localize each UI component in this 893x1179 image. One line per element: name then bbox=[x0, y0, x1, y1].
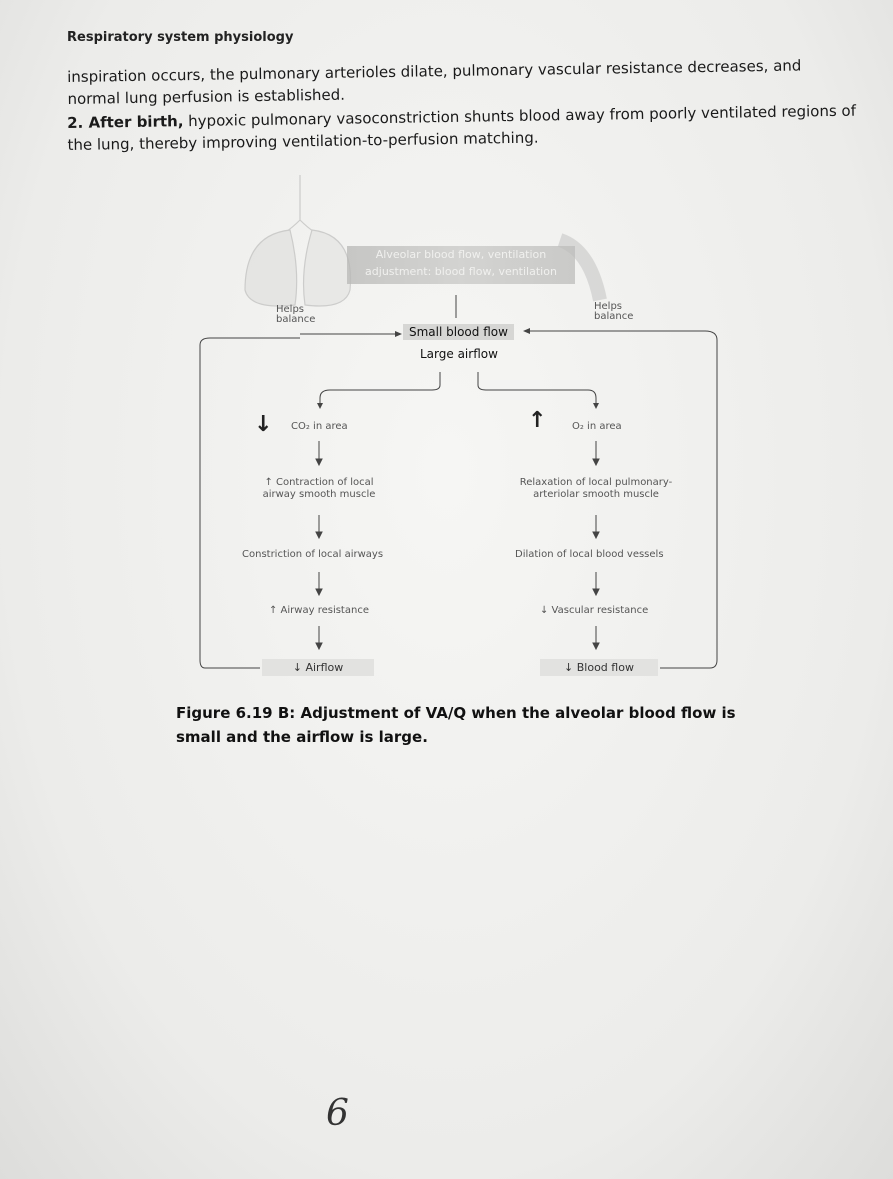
left-step-contraction: ↑ Contraction of local airway smooth muscle bbox=[262, 477, 376, 500]
split-left-arrowhead bbox=[317, 403, 323, 409]
banner-line-2: adjustment: blood flow, ventilation bbox=[365, 265, 557, 278]
right-step-dilation: Dilation of local blood vessels bbox=[515, 549, 664, 560]
left-helps-balance: Helps balance bbox=[276, 304, 316, 325]
left-step-constriction: Constriction of local airways bbox=[242, 549, 384, 560]
co2-in-area: CO₂ in area bbox=[291, 421, 348, 432]
down-arrow-icon: ↓ bbox=[254, 412, 273, 437]
right-step-vascular-resistance: ↓ Vascular resistance bbox=[540, 605, 649, 616]
page-number: 6 bbox=[326, 1093, 349, 1134]
split-right bbox=[478, 372, 596, 405]
right-helps-balance: Helps balance bbox=[594, 301, 634, 322]
figure-caption: Figure 6.19 B: Adjustment of VA/Q when the alveolar blood flow is small and the airflow is large. bbox=[176, 704, 736, 746]
banner-line-1: Alveolar blood flow, ventilation bbox=[375, 248, 547, 261]
small-blood-flow-box: Small blood flow bbox=[403, 324, 514, 340]
left-helps-arrowhead bbox=[395, 331, 402, 337]
split-right-arrowhead bbox=[593, 403, 599, 409]
split-left bbox=[320, 372, 440, 405]
right-step-relaxation: Relaxation of local pulmonary- arteriolar smooth muscle bbox=[519, 477, 673, 500]
o2-in-area: O₂ in area bbox=[572, 421, 622, 432]
right-column-arrows bbox=[593, 441, 599, 649]
airflow-result-box: ↓ Airflow bbox=[262, 659, 374, 676]
paragraph-1: inspiration occurs, the pulmonary arterioles dilate, pulmonary vascular resistance decreases, and normal lung perfusion is established. bbox=[67, 56, 802, 108]
blood-flow-result-box: ↓ Blood flow bbox=[540, 659, 658, 676]
running-header: Respiratory system physiology bbox=[67, 30, 294, 45]
paragraph-2-lead: 2. After birth, bbox=[67, 112, 184, 132]
left-feedback-loop bbox=[200, 338, 300, 668]
lungs-illustration bbox=[245, 175, 351, 306]
large-airflow-label: Large airflow bbox=[420, 347, 498, 361]
right-helps-arrowhead bbox=[523, 328, 530, 334]
paragraph-2-body: hypoxic pulmonary vasoconstriction shunts blood away from poorly ventilated regions of the lung, thereby improving ventilation-to-perfusion matching. bbox=[67, 101, 857, 154]
left-column-arrows bbox=[316, 441, 322, 649]
left-step-airway-resistance: ↑ Airway resistance bbox=[269, 605, 369, 616]
up-arrow-icon: ↑ bbox=[528, 408, 547, 433]
diagram-banner bbox=[347, 246, 575, 284]
